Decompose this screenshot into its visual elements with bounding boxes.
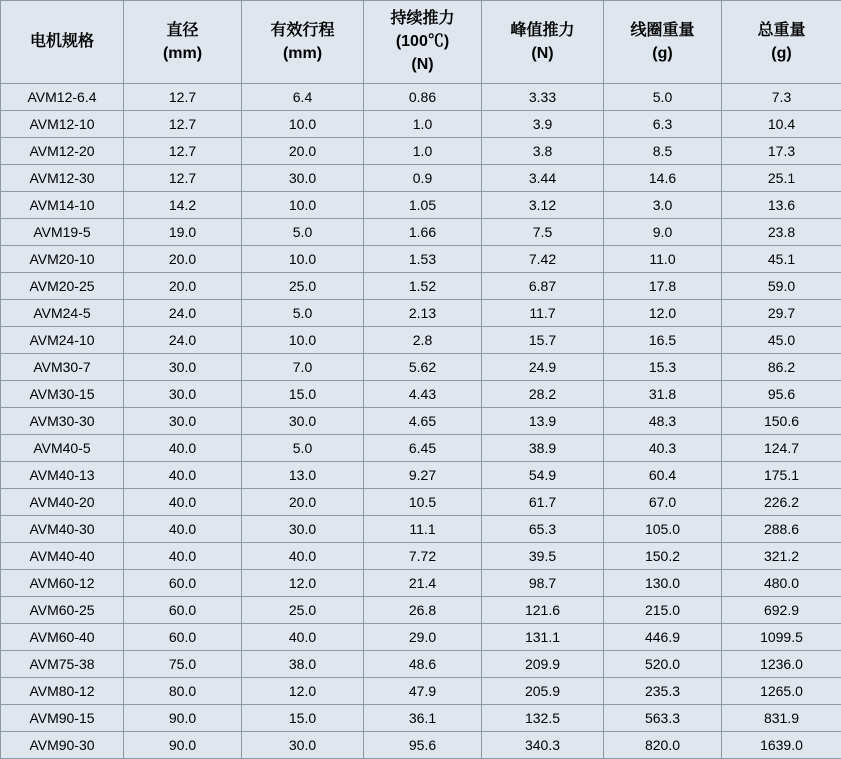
table-cell: 1639.0 xyxy=(722,731,841,758)
table-cell: 1.05 xyxy=(364,191,482,218)
table-cell: 2.13 xyxy=(364,299,482,326)
table-cell: 30.0 xyxy=(242,407,364,434)
column-header-continuous-force xyxy=(364,1,482,84)
table-cell: 15.7 xyxy=(482,326,604,353)
table-cell: 12.7 xyxy=(124,83,242,110)
table-cell: 3.44 xyxy=(482,164,604,191)
table-cell: 61.7 xyxy=(482,488,604,515)
table-cell: 40.0 xyxy=(124,542,242,569)
table-cell: 98.7 xyxy=(482,569,604,596)
table-cell: 150.2 xyxy=(604,542,722,569)
table-row xyxy=(1,407,841,434)
table-cell: 1.0 xyxy=(364,110,482,137)
table-cell: 12.7 xyxy=(124,164,242,191)
cell-model: AVM24-10 xyxy=(1,326,124,353)
table-cell: 17.8 xyxy=(604,272,722,299)
table-cell: 14.6 xyxy=(604,164,722,191)
cell-model: AVM40-20 xyxy=(1,488,124,515)
table-cell: 16.5 xyxy=(604,326,722,353)
table-cell: 20.0 xyxy=(242,488,364,515)
column-header-peak-force-unit: (N) xyxy=(484,42,601,65)
cell-model: AVM60-12 xyxy=(1,569,124,596)
table-cell: 7.0 xyxy=(242,353,364,380)
table-row xyxy=(1,326,841,353)
table-row xyxy=(1,542,841,569)
column-header-model xyxy=(1,1,124,84)
table-cell: 15.0 xyxy=(242,704,364,731)
table-cell: 10.0 xyxy=(242,245,364,272)
table-cell: 40.0 xyxy=(124,461,242,488)
table-cell: 1.53 xyxy=(364,245,482,272)
table-cell: 446.9 xyxy=(604,623,722,650)
table-cell: 5.62 xyxy=(364,353,482,380)
table-row xyxy=(1,110,841,137)
table-cell: 7.72 xyxy=(364,542,482,569)
table-cell: 5.0 xyxy=(604,83,722,110)
column-header-continuous-force-unit: (N) xyxy=(366,53,479,76)
cell-model: AVM40-40 xyxy=(1,542,124,569)
table-cell: 19.0 xyxy=(124,218,242,245)
table-cell: 480.0 xyxy=(722,569,841,596)
table-cell: 288.6 xyxy=(722,515,841,542)
table-cell: 30.0 xyxy=(124,380,242,407)
table-cell: 10.5 xyxy=(364,488,482,515)
table-cell: 30.0 xyxy=(242,164,364,191)
table-cell: 54.9 xyxy=(482,461,604,488)
table-cell: 5.0 xyxy=(242,218,364,245)
table-cell: 692.9 xyxy=(722,596,841,623)
table-header xyxy=(1,1,841,84)
table-cell: 36.1 xyxy=(364,704,482,731)
table-row xyxy=(1,353,841,380)
table-cell: 30.0 xyxy=(124,353,242,380)
column-header-coil-weight-unit: (g) xyxy=(606,42,719,65)
table-cell: 95.6 xyxy=(364,731,482,758)
table-cell: 39.5 xyxy=(482,542,604,569)
table-cell: 0.86 xyxy=(364,83,482,110)
table-cell: 5.0 xyxy=(242,299,364,326)
column-header-diameter xyxy=(124,1,242,84)
table-cell: 1236.0 xyxy=(722,650,841,677)
column-header-total-weight-unit: (g) xyxy=(724,42,839,65)
table-row xyxy=(1,515,841,542)
table-cell: 40.0 xyxy=(242,542,364,569)
column-header-peak-force xyxy=(482,1,604,84)
table-cell: 25.1 xyxy=(722,164,841,191)
column-header-model-title: 电机规格 xyxy=(30,33,94,50)
table-cell: 520.0 xyxy=(604,650,722,677)
table-cell: 6.45 xyxy=(364,434,482,461)
table-cell: 6.87 xyxy=(482,272,604,299)
table-cell: 25.0 xyxy=(242,596,364,623)
table-cell: 48.3 xyxy=(604,407,722,434)
table-cell: 4.43 xyxy=(364,380,482,407)
table-cell: 95.6 xyxy=(722,380,841,407)
table-cell: 10.4 xyxy=(722,110,841,137)
table-row xyxy=(1,272,841,299)
table-row xyxy=(1,164,841,191)
cell-model: AVM20-25 xyxy=(1,272,124,299)
table-cell: 205.9 xyxy=(482,677,604,704)
cell-model: AVM30-15 xyxy=(1,380,124,407)
cell-model: AVM14-10 xyxy=(1,191,124,218)
column-header-diameter-title: 直径 xyxy=(166,22,198,39)
table-cell: 30.0 xyxy=(242,515,364,542)
cell-model: AVM12-20 xyxy=(1,137,124,164)
table-cell: 48.6 xyxy=(364,650,482,677)
table-cell: 9.27 xyxy=(364,461,482,488)
cell-model: AVM40-13 xyxy=(1,461,124,488)
table-row xyxy=(1,434,841,461)
table-cell: 820.0 xyxy=(604,731,722,758)
table-cell: 11.0 xyxy=(604,245,722,272)
table-cell: 831.9 xyxy=(722,704,841,731)
table-cell: 13.0 xyxy=(242,461,364,488)
table-cell: 12.0 xyxy=(242,677,364,704)
table-cell: 40.0 xyxy=(124,515,242,542)
column-header-total-weight xyxy=(722,1,841,84)
table-cell: 12.0 xyxy=(604,299,722,326)
table-cell: 131.1 xyxy=(482,623,604,650)
table-cell: 10.0 xyxy=(242,191,364,218)
table-cell: 130.0 xyxy=(604,569,722,596)
column-header-diameter-unit: (mm) xyxy=(126,42,239,65)
table-row xyxy=(1,137,841,164)
table-row xyxy=(1,191,841,218)
table-cell: 45.0 xyxy=(722,326,841,353)
table-cell: 15.3 xyxy=(604,353,722,380)
table-cell: 2.8 xyxy=(364,326,482,353)
table-cell: 11.1 xyxy=(364,515,482,542)
table-cell: 8.5 xyxy=(604,137,722,164)
table-cell: 235.3 xyxy=(604,677,722,704)
cell-model: AVM80-12 xyxy=(1,677,124,704)
table-cell: 47.9 xyxy=(364,677,482,704)
table-row xyxy=(1,218,841,245)
cell-model: AVM12-6.4 xyxy=(1,83,124,110)
table-cell: 40.0 xyxy=(124,488,242,515)
table-cell: 3.12 xyxy=(482,191,604,218)
column-header-continuous-force-title: 持续推力(100℃) xyxy=(390,10,454,50)
cell-model: AVM40-5 xyxy=(1,434,124,461)
table-row xyxy=(1,245,841,272)
table-cell: 38.9 xyxy=(482,434,604,461)
table-row xyxy=(1,569,841,596)
table-row xyxy=(1,731,841,758)
table-cell: 175.1 xyxy=(722,461,841,488)
cell-model: AVM20-10 xyxy=(1,245,124,272)
table-cell: 12.0 xyxy=(242,569,364,596)
table-cell: 3.0 xyxy=(604,191,722,218)
table-cell: 59.0 xyxy=(722,272,841,299)
table-cell: 321.2 xyxy=(722,542,841,569)
table-cell: 67.0 xyxy=(604,488,722,515)
table-cell: 31.8 xyxy=(604,380,722,407)
column-header-stroke-title: 有效行程 xyxy=(270,22,334,39)
table-cell: 3.9 xyxy=(482,110,604,137)
table-cell: 10.0 xyxy=(242,326,364,353)
column-header-stroke xyxy=(242,1,364,84)
table-cell: 40.3 xyxy=(604,434,722,461)
table-cell: 60.4 xyxy=(604,461,722,488)
table-cell: 150.6 xyxy=(722,407,841,434)
table-cell: 26.8 xyxy=(364,596,482,623)
column-header-coil-weight xyxy=(604,1,722,84)
cell-model: AVM75-38 xyxy=(1,650,124,677)
table-cell: 12.7 xyxy=(124,110,242,137)
table-cell: 7.42 xyxy=(482,245,604,272)
table-cell: 124.7 xyxy=(722,434,841,461)
table-cell: 40.0 xyxy=(124,434,242,461)
table-row xyxy=(1,488,841,515)
column-header-stroke-unit: (mm) xyxy=(244,42,361,65)
cell-model: AVM60-25 xyxy=(1,596,124,623)
table-cell: 105.0 xyxy=(604,515,722,542)
table-cell: 3.8 xyxy=(482,137,604,164)
table-row xyxy=(1,623,841,650)
cell-model: AVM30-7 xyxy=(1,353,124,380)
table-cell: 20.0 xyxy=(124,245,242,272)
table-cell: 1.66 xyxy=(364,218,482,245)
column-header-coil-weight-title: 线圈重量 xyxy=(630,22,694,39)
table-cell: 75.0 xyxy=(124,650,242,677)
table-cell: 14.2 xyxy=(124,191,242,218)
table-cell: 1.52 xyxy=(364,272,482,299)
table-cell: 17.3 xyxy=(722,137,841,164)
table-cell: 23.8 xyxy=(722,218,841,245)
cell-model: AVM12-30 xyxy=(1,164,124,191)
table-cell: 60.0 xyxy=(124,596,242,623)
table-cell: 215.0 xyxy=(604,596,722,623)
table-cell: 30.0 xyxy=(124,407,242,434)
table-cell: 3.33 xyxy=(482,83,604,110)
cell-model: AVM90-15 xyxy=(1,704,124,731)
table-cell: 90.0 xyxy=(124,731,242,758)
table-cell: 20.0 xyxy=(242,137,364,164)
table-cell: 80.0 xyxy=(124,677,242,704)
table-cell: 1.0 xyxy=(364,137,482,164)
table-cell: 38.0 xyxy=(242,650,364,677)
table-cell: 29.7 xyxy=(722,299,841,326)
table-cell: 90.0 xyxy=(124,704,242,731)
table-row xyxy=(1,704,841,731)
table-cell: 15.0 xyxy=(242,380,364,407)
table-cell: 1099.5 xyxy=(722,623,841,650)
column-header-peak-force-title: 峰值推力 xyxy=(510,22,574,39)
table-cell: 121.6 xyxy=(482,596,604,623)
table-cell: 30.0 xyxy=(242,731,364,758)
column-header-total-weight-title: 总重量 xyxy=(757,22,805,39)
table-cell: 132.5 xyxy=(482,704,604,731)
table-cell: 21.4 xyxy=(364,569,482,596)
table-cell: 20.0 xyxy=(124,272,242,299)
cell-model: AVM19-5 xyxy=(1,218,124,245)
table-cell: 25.0 xyxy=(242,272,364,299)
cell-model: AVM60-40 xyxy=(1,623,124,650)
cell-model: AVM24-5 xyxy=(1,299,124,326)
cell-model: AVM30-30 xyxy=(1,407,124,434)
table-cell: 9.0 xyxy=(604,218,722,245)
table-cell: 226.2 xyxy=(722,488,841,515)
table-cell: 24.0 xyxy=(124,299,242,326)
table-cell: 45.1 xyxy=(722,245,841,272)
table-row xyxy=(1,650,841,677)
table-cell: 4.65 xyxy=(364,407,482,434)
cell-model: AVM40-30 xyxy=(1,515,124,542)
table-row xyxy=(1,461,841,488)
table-cell: 13.6 xyxy=(722,191,841,218)
table-row xyxy=(1,83,841,110)
table-cell: 6.3 xyxy=(604,110,722,137)
table-body xyxy=(1,83,841,758)
table-cell: 40.0 xyxy=(242,623,364,650)
table-cell: 209.9 xyxy=(482,650,604,677)
table-cell: 1265.0 xyxy=(722,677,841,704)
table-row xyxy=(1,380,841,407)
table-cell: 10.0 xyxy=(242,110,364,137)
table-cell: 60.0 xyxy=(124,623,242,650)
table-cell: 7.3 xyxy=(722,83,841,110)
table-cell: 24.0 xyxy=(124,326,242,353)
table-cell: 28.2 xyxy=(482,380,604,407)
table-cell: 563.3 xyxy=(604,704,722,731)
table-header-row xyxy=(1,1,841,84)
table-cell: 29.0 xyxy=(364,623,482,650)
cell-model: AVM12-10 xyxy=(1,110,124,137)
table-cell: 24.9 xyxy=(482,353,604,380)
table-cell: 6.4 xyxy=(242,83,364,110)
table-cell: 340.3 xyxy=(482,731,604,758)
table-row xyxy=(1,299,841,326)
table-cell: 86.2 xyxy=(722,353,841,380)
table-cell: 65.3 xyxy=(482,515,604,542)
table-cell: 11.7 xyxy=(482,299,604,326)
table-cell: 13.9 xyxy=(482,407,604,434)
table-cell: 7.5 xyxy=(482,218,604,245)
cell-model: AVM90-30 xyxy=(1,731,124,758)
table-row xyxy=(1,677,841,704)
table-cell: 5.0 xyxy=(242,434,364,461)
table-cell: 12.7 xyxy=(124,137,242,164)
table-row xyxy=(1,596,841,623)
table-cell: 60.0 xyxy=(124,569,242,596)
table-cell: 0.9 xyxy=(364,164,482,191)
